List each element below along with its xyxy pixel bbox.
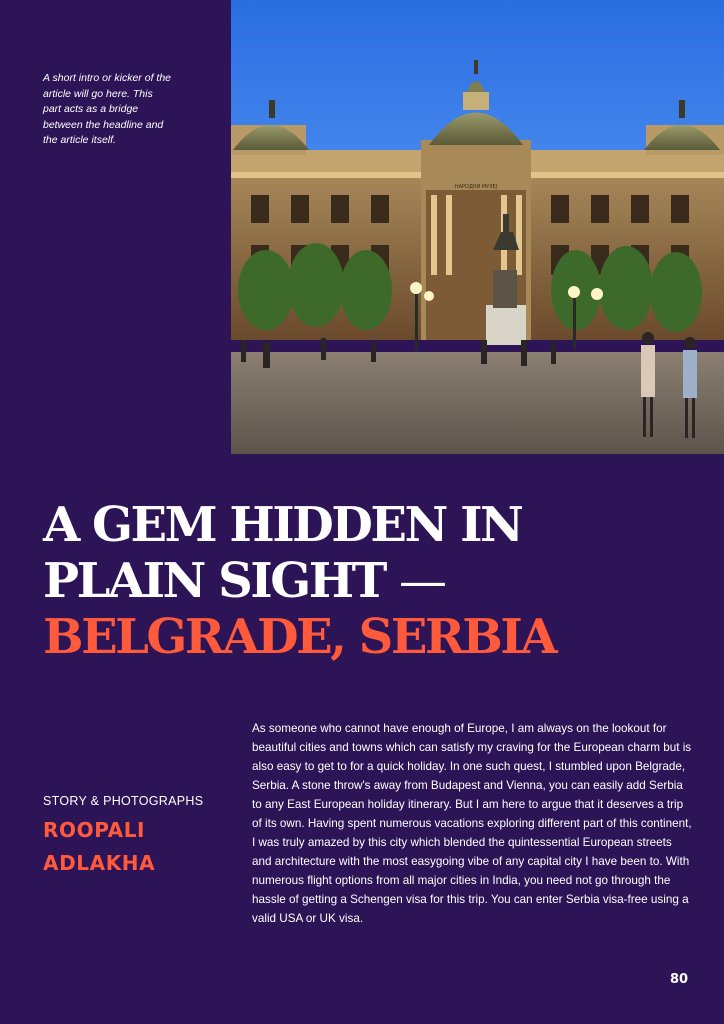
page-number: 80 — [670, 972, 689, 987]
article-kicker: A short intro or kicker of the article will go here. This part acts as a bridge between the headline and the article itself. — [43, 72, 171, 147]
author-last-name: ADLAKHA — [43, 851, 156, 875]
article-body: As someone who cannot have enough of Europe, I am always on the lookout for beautiful cities and towns which can satisfy my craving for the European charm but is also easy to get to for a quick holiday. In one such quest, I stumbled upon Belgrade, Serbia. A stone throw's away from Budapest and Vienna, you can easily add Serbia to any East European holiday itinerary. But I am here to argue that it deserves a trip of its own. Having spent numerous vacations exploring different part of this continent, I was truly amazed by this city which blended the quintessential European streets and architecture with the most easygoing vibe of any capital city I have been to. With numerous flight options from all major cities in India, you need not go through the hassle of getting a Schengen visa for this trip. You can enter Serbia visa-free using a valid USA or UK visa. — [252, 722, 692, 925]
byline-label: STORY & PHOTOGRAPHS — [43, 794, 204, 808]
headline-line-1: A GEM HIDDEN IN — [43, 497, 522, 553]
article-headline — [43, 497, 703, 665]
author-name — [43, 814, 223, 880]
headline-dash: — — [399, 553, 448, 609]
hero-photo — [231, 0, 724, 454]
headline-line-3: BELGRADE, SERBIA — [43, 609, 556, 665]
headline-line-2-text: PLAIN SIGHT — [43, 553, 385, 609]
headline-line-2 — [43, 553, 703, 609]
author-first-name: ROOPALI — [43, 818, 146, 842]
facade-sign: НАРОДНИ МУЗЕЈ — [454, 184, 498, 190]
